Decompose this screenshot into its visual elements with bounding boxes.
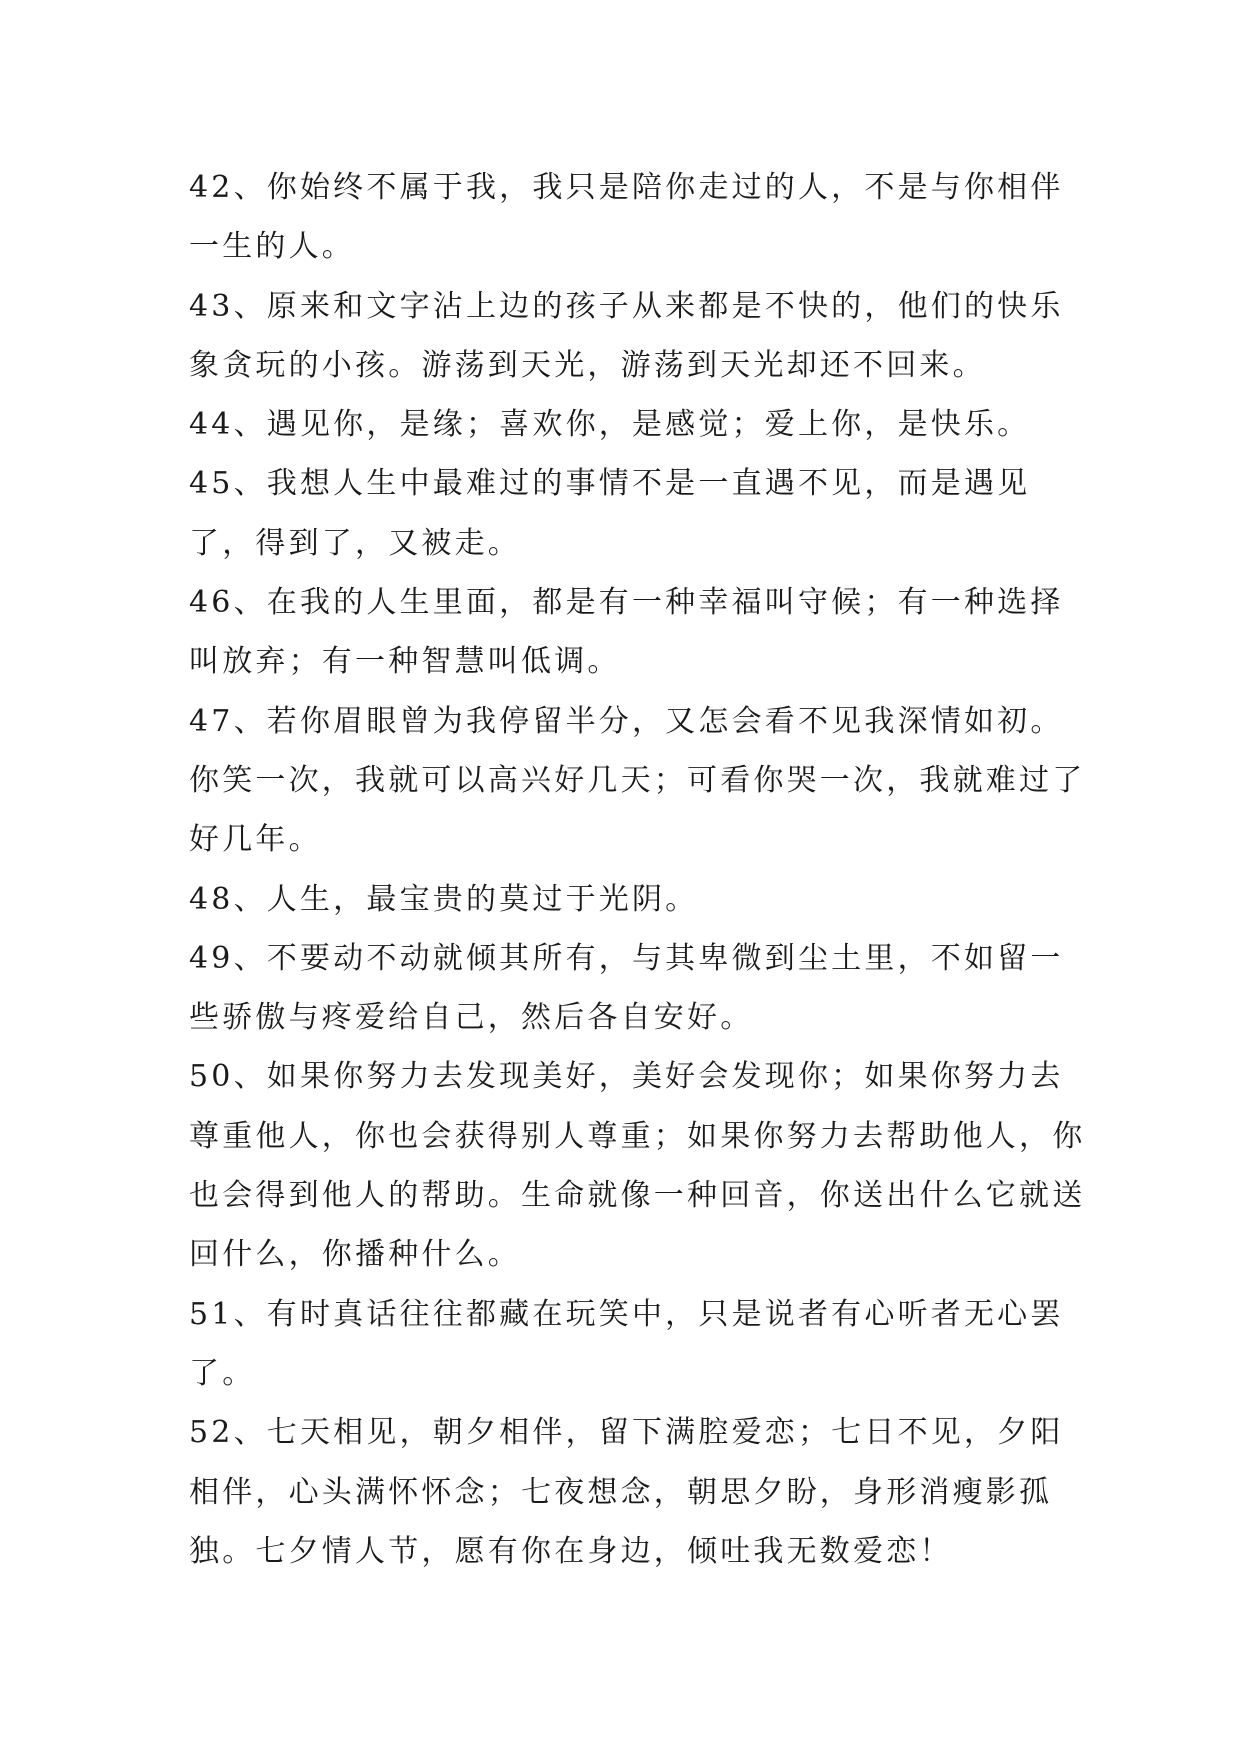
quote-entry-45: 45、我想人生中最难过的事情不是一直遇不见，而是遇见了，得到了，又被走。 [189,466,1031,561]
quote-entry-47: 47、若你眉眼曾为我停留半分，又怎会看不见我深情如初。你笑一次，我就可以高兴好几天；可看你哭一次，我就难过了好几年。 [189,703,1086,858]
quote-entry-48: 48、人生，最宝贵的莫过于光阴。 [189,881,699,917]
quote-entry-43: 43、原来和文字沾上边的孩子从来都是不快的，他们的快乐象贪玩的小孩。游荡到天光，游荡到天光却还不回来。 [189,288,1064,383]
quote-entry-51: 51、有时真话往往都藏在玩笑中，只是说者有心听者无心罢了。 [189,1296,1064,1391]
quote-entry-49: 49、不要动不动就倾其所有，与其卑微到尘土里，不如留一些骄傲与疼爱给自己，然后各自安好。 [189,940,1064,1036]
quote-entry-44: 44、遇见你，是缘；喜欢你，是感觉；爱上你，是快乐。 [189,407,1031,443]
quote-entry-50: 50、如果你努力去发现美好，美好会发现你；如果你努力去尊重他人，你也会获得别人尊重；如果你努力去帮助他人，你也会得到他人的帮助。生命就像一种回音，你送出什么它就送回什么，你播种什么。 [189,1059,1086,1273]
quote-entry-46: 46、在我的人生里面，都是有一种幸福叫守候；有一种选择叫放弃；有一种智慧叫低调。 [189,585,1064,680]
document-body [189,158,1089,1581]
quote-entry-42: 42、你始终不属于我，我只是陪你走过的人，不是与你相伴一生的人。 [189,170,1064,265]
quote-entry-52: 52、七天相见，朝夕相伴，留下满腔爱恋；七日不见，夕阳相伴，心头满怀怀念；七夜想念，朝思夕盼，身形消瘦影孤独。七夕情人节，愿有你在身边，倾吐我无数爱恋！ [189,1415,1064,1569]
